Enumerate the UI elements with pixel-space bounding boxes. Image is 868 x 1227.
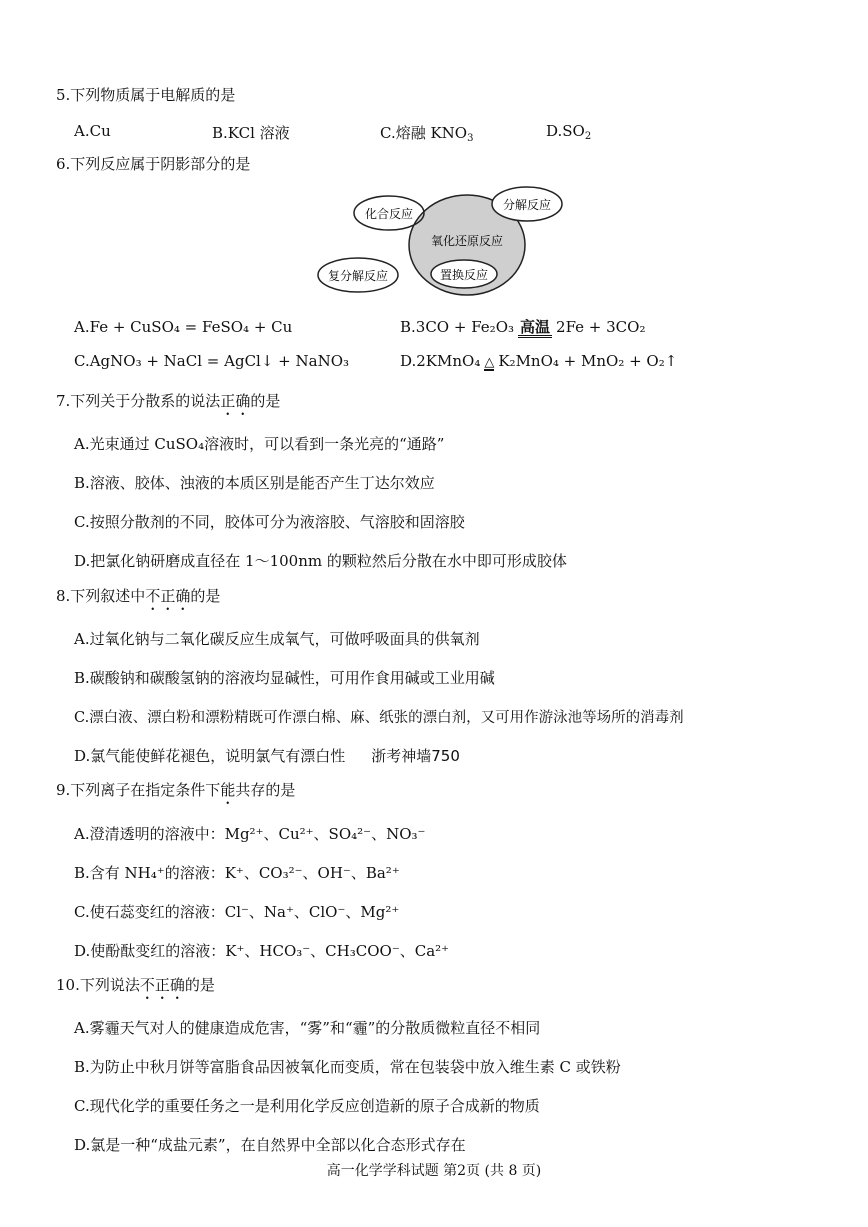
q7-option-a: A.光束通过 CuSO₄溶液时，可以看到一条光亮的“通路” xyxy=(74,435,445,453)
q9-option-d: D.使酚酞变红的溶液：K⁺、HCO₃⁻、CH₃COO⁻、Ca²⁺ xyxy=(74,942,450,960)
q6-option-c: C.AgNO₃ + NaCl = AgCl↓ + NaNO₃ xyxy=(74,352,350,370)
q8-stem: 8.下列叙述中不正确的是 xyxy=(56,587,221,605)
q7-option-c: C.按照分散剂的不同，胶体可分为液溶胶、气溶胶和固溶胶 xyxy=(74,513,465,531)
q5-stem: 5.下列物质属于电解质的是 xyxy=(56,86,236,104)
q8-option-a: A.过氧化钠与二氧化碳反应生成氧气，可做呼吸面具的供氧剂 xyxy=(74,630,480,648)
q10-option-c: C.现代化学的重要任务之一是利用化学反应创造新的原子合成新的物质 xyxy=(74,1097,540,1115)
q7-option-d: D.把氯化钠研磨成直径在 1～100nm 的颗粒然后分散在水中即可形成胶体 xyxy=(74,552,567,570)
q6-stem: 6.下列反应属于阴影部分的是 xyxy=(56,155,251,173)
watermark-text: 浙考神墙750 xyxy=(371,747,460,765)
q6-option-d: D.2KMnO₄ △ K₂MnO₄ + MnO₂ + O₂↑ xyxy=(400,352,678,370)
q6-option-b: B.3CO + Fe₂O₃ 高温 2Fe + 3CO₂ xyxy=(400,318,646,336)
q5-option-c: C.熔融 $KNO_3$ xyxy=(380,124,474,144)
redox-label: 氧化还原反应 xyxy=(430,234,504,248)
q10-option-d: D.氯是一种“成盐元素”，在自然界中全部以化合态形式存在 xyxy=(74,1136,466,1154)
q10-option-b: B.为防止中秋月饼等富脂食品因被氧化而变质，常在包装袋中放入维生素 C 或铁粉 xyxy=(74,1058,621,1076)
q9-option-b: B.含有 NH₄⁺的溶液：K⁺、CO₃²⁻、OH⁻、Ba²⁺ xyxy=(74,864,400,882)
q8-option-d: D.氯气能使鲜花褪色，说明氯气有漂白性 浙考神墙750 xyxy=(74,747,460,765)
page-footer: 高一化学学科试题 第2页 (共 8 页) xyxy=(326,1163,542,1179)
condition-heat: △ xyxy=(484,355,495,370)
reaction-type-diagram xyxy=(310,183,580,303)
q5-option-b: B.KCl 溶液 xyxy=(212,124,290,142)
q10-option-a: A.雾霾天气对人的健康造成危害，“雾”和“霾”的分散质微粒直径不相同 xyxy=(74,1019,541,1037)
decomposition-label: 分解反应 xyxy=(502,198,552,212)
double-decomposition-label: 复分解反应 xyxy=(327,269,389,283)
q5-option-a: A.Cu xyxy=(74,122,111,140)
displacement-label: 置换反应 xyxy=(439,268,489,282)
q8-option-b: B.碳酸钠和碳酸氢钠的溶液均显碱性，可用作食用碱或工业用碱 xyxy=(74,669,495,687)
q6-option-a: A.Fe + CuSO₄ = FeSO₄ + Cu xyxy=(74,318,293,336)
q9-option-a: A.澄清透明的溶液中：Mg²⁺、Cu²⁺、SO₄²⁻、NO₃⁻ xyxy=(74,825,426,843)
condition-high-temp: 高温 xyxy=(520,318,551,336)
q10-stem: 10.下列说法不正确的是 xyxy=(56,976,215,994)
combination-label: 化合反应 xyxy=(364,207,414,221)
q7-option-b: B.溶液、胶体、浊液的本质区别是能否产生丁达尔效应 xyxy=(74,474,435,492)
q7-stem: 7.下列关于分散系的说法正确的是 xyxy=(56,392,281,410)
q8-option-c: C.漂白液、漂白粉和漂粉精既可作漂白棉、麻、纸张的漂白剂，又可用作游泳池等场所的消毒剂 xyxy=(74,710,684,726)
q9-stem: 9.下列离子在指定条件下能共存的是 xyxy=(56,781,296,799)
q5-option-d: $D.SO_2$ xyxy=(546,122,592,142)
q9-option-c: C.使石蕊变红的溶液：Cl⁻、Na⁺、ClO⁻、Mg²⁺ xyxy=(74,903,400,921)
